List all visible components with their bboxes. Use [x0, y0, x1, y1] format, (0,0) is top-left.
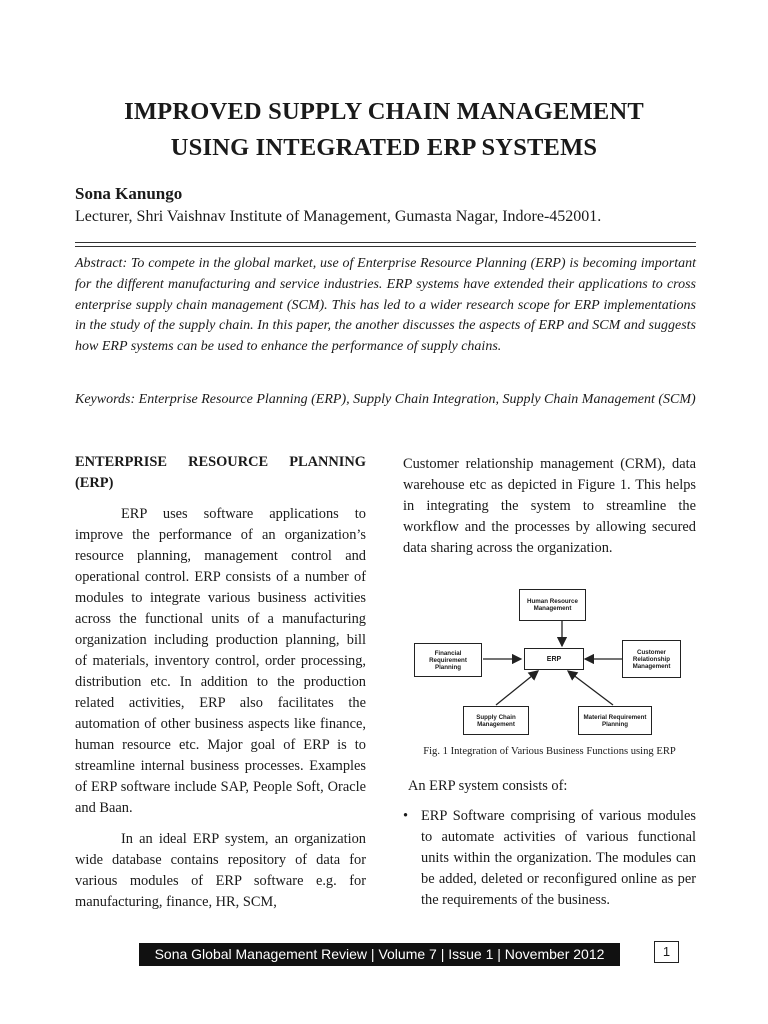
box-customer-relationship: Customer Relationship Management	[622, 640, 681, 678]
divider-rule-top	[75, 242, 696, 243]
right-column	[403, 454, 696, 559]
section-heading-line-2: (ERP)	[75, 475, 114, 491]
consists-intro: An ERP system consists of:	[408, 778, 568, 794]
box-human-resource: Human Resource Management	[519, 589, 586, 621]
figure-caption: Fig. 1 Integration of Various Business Functions using ERP	[423, 746, 676, 757]
author-name: Sona Kanungo	[75, 184, 183, 203]
title-line-1: IMPROVED SUPPLY CHAIN MANAGEMENT	[124, 98, 644, 125]
bullet-dot-icon: •	[403, 808, 409, 824]
title-line-2: USING INTEGRATED ERP SYSTEMS	[170, 134, 598, 161]
bullet-list	[403, 806, 696, 911]
keywords: Keywords: Enterprise Resource Planning (ERP), Supply Chain Integration, Supply Chain Management (SCM)	[75, 392, 696, 407]
page-number: 1	[654, 941, 679, 963]
paper-title	[0, 94, 768, 166]
paragraph-crm: Customer relationship management (CRM), data warehouse etc as depicted in Figure 1. This helps in integrating the system to streamline the workflow and the processes by allowing secured data sharing across the organization.	[403, 456, 696, 556]
paragraph-ideal-erp: In an ideal ERP system, an organization wide database contains repository of data for various modules of ERP software e.g. for manufacturing, finance, HR, SCM,	[75, 831, 366, 910]
arrow-mrp-to-erp	[568, 671, 613, 705]
divider-rule-bottom	[75, 246, 696, 247]
box-financial-requirement: Financial Requirement Planning	[414, 643, 482, 677]
figure-erp-integration	[408, 588, 696, 738]
section-heading-line-1: ENTERPRISE RESOURCE PLANNING	[75, 454, 366, 470]
box-material-requirement: Material Requirement Planning	[578, 706, 652, 735]
box-supply-chain: Supply Chain Management	[463, 706, 529, 735]
abstract: Abstract: To compete in the global market, use of Enterprise Resource Planning (ERP) is becoming important for the different manufacturing and service industries. ERP systems have extended their applications to cross enterprise supply chain management (SCM). This has led to a wider research scope for ERP implementations in the study of the supply chain. In this paper, the another discusses the aspects of ERP and SCM and suggests how ERP systems can be used to enhance the performance of supply chains.	[75, 256, 696, 355]
author-affiliation: Lecturer, Shri Vaishnav Institute of Management, Gumasta Nagar, Indore-452001.	[75, 208, 602, 225]
bullet-item-erp-software: ERP Software comprising of various modules to automate activities of various functional units within the organization. The modules can be added, deleted or reconfigured online as per the requirements of the business.	[421, 808, 696, 908]
paragraph-erp-intro: ERP uses software applications to improve the performance of an organization’s resource planning, management control and operational control. ERP consists of a number of modules to integrate various business activities across the functional units of a manufacturing organization including production planning, bill of materials, inventory control, order processing, distribution etc. In addition to the production related activities, ERP also facilitates the automation of other business aspects like finance, human resource etc. Major goal of ERP is to streamline internal business processes. Examples of ERP software include SAP, People Soft, Oracle and Baan.	[75, 506, 366, 816]
box-erp: ERP	[524, 648, 584, 670]
arrow-scm-to-erp	[496, 671, 538, 705]
journal-footer: Sona Global Management Review | Volume 7 | Issue 1 | November 2012	[139, 943, 620, 966]
left-column	[75, 452, 366, 913]
